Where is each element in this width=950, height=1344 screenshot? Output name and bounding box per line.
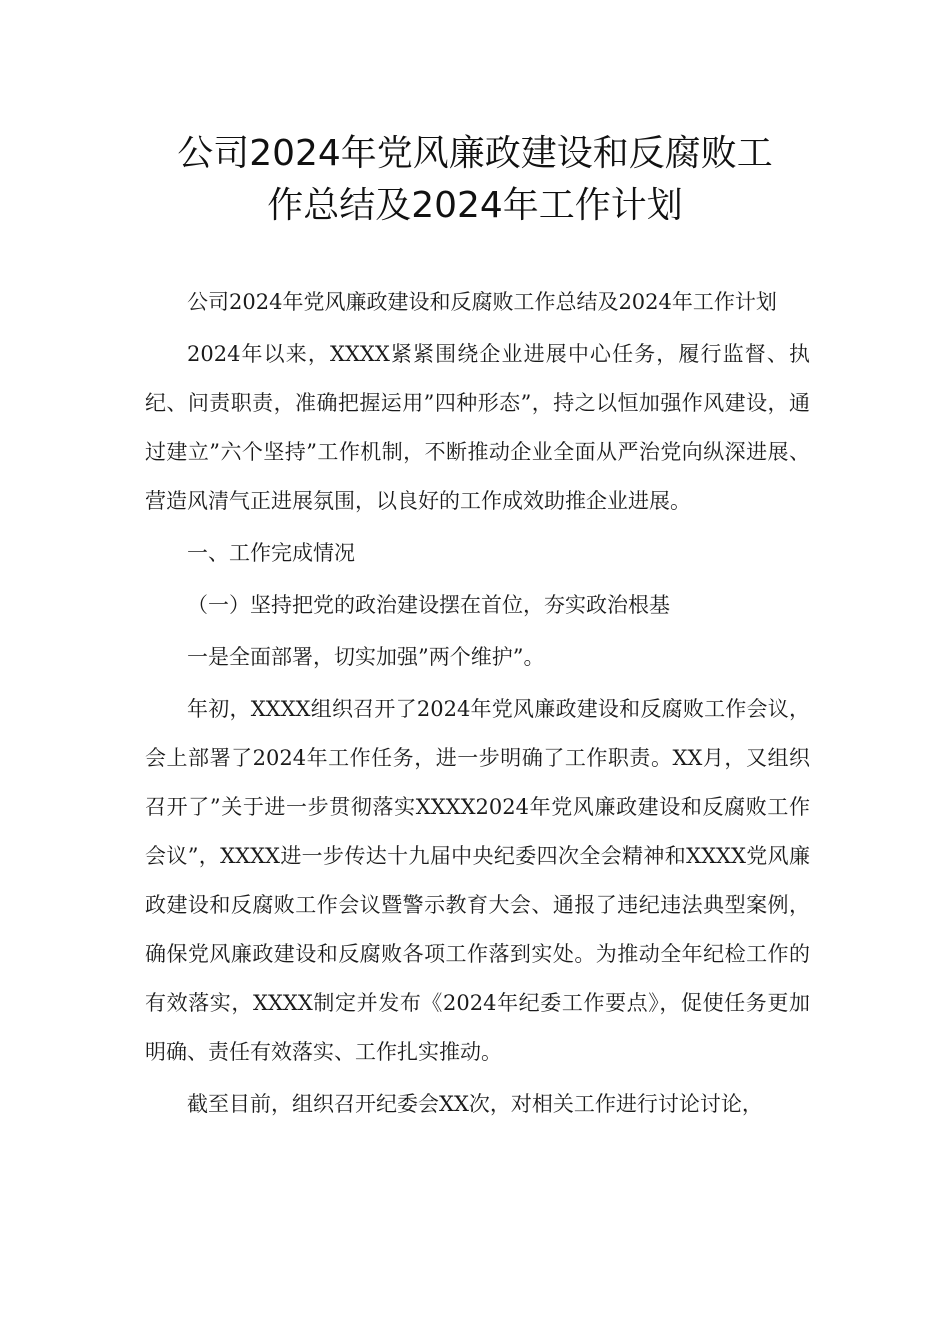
- paragraph-body: 年初，XXXX组织召开了2024年党风廉政建设和反腐败工作会议，会上部署了2024年工作任务，进一步明确了工作职责。XX月，又组织召开了”关于进一步贯彻落实XXXX2024年党风廉政建设和反腐败工作会议”，XXXX进一步传达十九届中央纪委四次全会精神和XXXX党风廉政建设和反腐败工作会议暨警示教育大会、通报了违纪违法典型案例，确保党风廉政建设和反腐败各项工作落到实处。为推动全年纪检工作的有效落实，XXXX制定并发布《2024年纪委工作要点》，促使任务更加明确、责任有效落实、工作扎实推动。: [145, 697, 810, 1064]
- paragraph-intro: 2024年以来，XXXX紧紧围绕企业进展中心任务，履行监督、执纪、问责职责，准确把握运用”四种形态”，持之以恒加强作风建设，通过建立”六个坚持”工作机制，不断推动企业全面从严治党向纵深进展、营造风清气正进展氛围，以良好的工作成效助推企业进展。: [145, 342, 810, 513]
- subsection-heading: （一）坚持把党的政治建设摆在首位，夯实政治根基: [187, 593, 670, 617]
- title-line-1: 公司2024年党风廉政建设和反腐败工: [177, 133, 773, 174]
- title-line-2: 作总结及2024年工作计划: [267, 185, 683, 226]
- paragraph-heading-repeat: 公司2024年党风廉政建设和反腐败工作总结及2024年工作计划: [187, 290, 777, 314]
- paragraph-continued: 截至目前，组织召开纪委会XX次，对相关工作进行讨论讨论，: [187, 1092, 763, 1116]
- document-body: [145, 278, 810, 1132]
- point-heading: 一是全面部署，切实加强”两个维护”。: [187, 645, 545, 669]
- section-heading: 一、工作完成情况: [187, 541, 355, 565]
- document-title: [100, 128, 850, 232]
